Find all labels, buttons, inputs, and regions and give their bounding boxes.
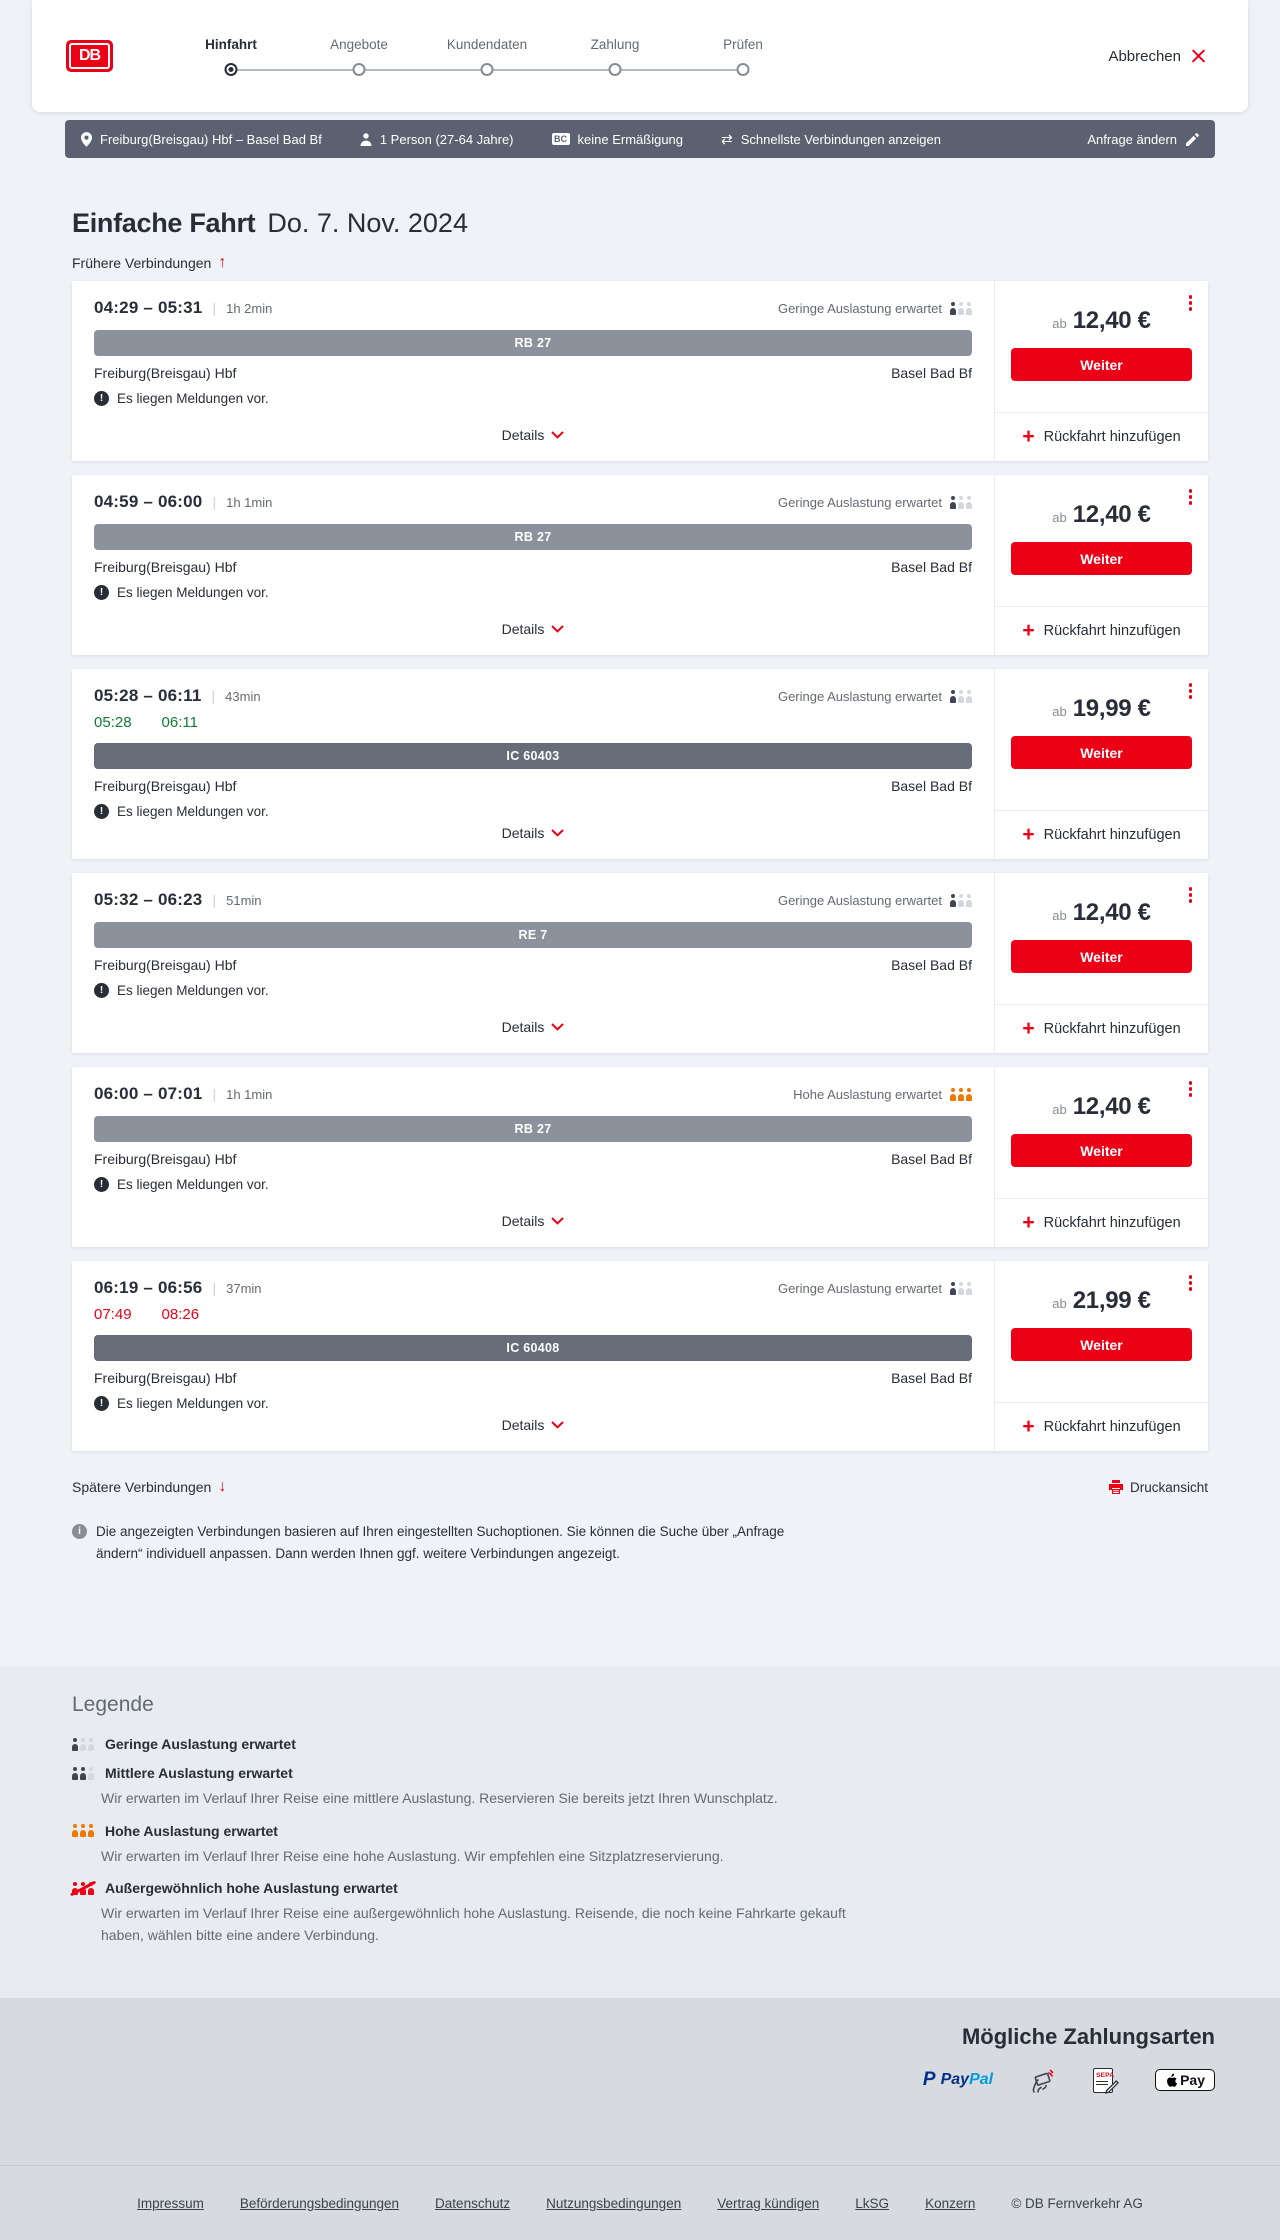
- add-return-button[interactable]: [1022, 1414, 1181, 1438]
- separator: |: [211, 688, 216, 704]
- legend-item-label: Hohe Auslastung erwartet: [105, 1822, 278, 1839]
- details-label: Details: [501, 621, 545, 637]
- train-label-bar: [94, 1116, 972, 1142]
- close-icon: [1191, 49, 1206, 64]
- credit-card-contactless-icon: [1029, 2066, 1057, 2094]
- title-date: Do. 7. Nov. 2024: [267, 208, 468, 238]
- price-row: [995, 899, 1208, 927]
- alert-icon: !: [94, 983, 109, 998]
- legend-item-label: Außergewöhnlich hohe Auslastung erwartet: [105, 1880, 398, 1897]
- occupancy-icon: [72, 1882, 94, 1895]
- origin-station: Freiburg(Breisgau) Hbf: [94, 365, 237, 381]
- price-row: [995, 695, 1208, 723]
- connection-notice: [94, 585, 972, 600]
- alert-icon: !: [94, 804, 109, 819]
- connection-main: [72, 1067, 994, 1247]
- edit-request-label: Anfrage ändern: [1087, 131, 1177, 147]
- price-row: [995, 307, 1208, 335]
- progress-step: [679, 37, 807, 76]
- step-label: Kundendaten: [446, 36, 528, 52]
- connection-card: [72, 669, 1208, 859]
- train-name: RE 7: [518, 928, 548, 942]
- connection-duration: 37min: [226, 1280, 262, 1296]
- connection-notice: [94, 391, 972, 406]
- footer-link[interactable]: Nutzungsbedingungen: [546, 2195, 682, 2211]
- chevron-down-icon: [551, 1217, 564, 1225]
- occupancy-icon: [72, 1824, 94, 1837]
- destination-station: Basel Bad Bf: [891, 1151, 972, 1167]
- alert-icon: !: [94, 1396, 109, 1411]
- legend-item: [72, 1736, 1208, 1752]
- connection-card: [72, 475, 1208, 655]
- more-options-button[interactable]: [1187, 681, 1195, 701]
- details-button[interactable]: [498, 1207, 569, 1235]
- train-label-bar: [94, 743, 972, 769]
- cancel-button[interactable]: [1108, 48, 1206, 65]
- notice-text: Es liegen Meldungen vor.: [117, 391, 269, 406]
- separator: |: [212, 494, 217, 510]
- pencil-icon: [1186, 133, 1199, 146]
- connection-notice: [94, 804, 972, 819]
- cancel-label: Abbrechen: [1108, 47, 1181, 65]
- earlier-label: Frühere Verbindungen: [72, 255, 212, 271]
- connection-card: [72, 1067, 1208, 1247]
- continue-button[interactable]: Weiter: [1011, 940, 1192, 973]
- origin-station: Freiburg(Breisgau) Hbf: [94, 1370, 237, 1386]
- connection-main: [72, 873, 994, 1053]
- paypal-icon: P P PayPal: [923, 2069, 993, 2091]
- connection-notice: [94, 983, 972, 998]
- price-row: [995, 1093, 1208, 1121]
- connection-notice: [94, 1177, 972, 1192]
- add-return-button[interactable]: [1022, 618, 1181, 642]
- add-return-button[interactable]: [1022, 1210, 1181, 1234]
- more-options-button[interactable]: [1187, 1273, 1195, 1293]
- train-label-bar: [94, 922, 972, 948]
- step-label: Zahlung: [590, 36, 640, 52]
- origin-station: Freiburg(Breisgau) Hbf: [94, 1151, 237, 1167]
- details-label: Details: [501, 825, 545, 841]
- add-return-button[interactable]: [1022, 822, 1181, 846]
- plus-icon: +: [1022, 1016, 1035, 1040]
- occupancy-icon: [950, 1282, 972, 1295]
- continue-button[interactable]: Weiter: [1011, 542, 1192, 575]
- occupancy-icon: [72, 1738, 94, 1751]
- occupancy-text: Geringe Auslastung erwartet: [777, 494, 942, 510]
- separator: |: [212, 1086, 217, 1102]
- step-dot-icon: [225, 63, 238, 76]
- print-view-label: Druckansicht: [1129, 1479, 1208, 1495]
- edit-request-button[interactable]: [1087, 132, 1199, 147]
- add-return-label: Rückfahrt hinzufügen: [1043, 1021, 1181, 1037]
- info-text: Die angezeigten Verbindungen basieren auf Ihren eingestellten Suchoptionen. Sie können die Suche über „Anfrage ändern“ individuell anpassen. Dann werden Ihnen ggf. weitere Verbindungen angezeigt.: [96, 1524, 785, 1561]
- connection-main: [72, 281, 994, 461]
- apple-pay-icon: Pay: [1155, 2069, 1215, 2091]
- printer-icon: [1109, 1480, 1123, 1494]
- continue-button[interactable]: Weiter: [1011, 736, 1192, 769]
- route-summary: [81, 132, 322, 147]
- plus-icon: +: [1022, 618, 1035, 642]
- footer-link[interactable]: Datenschutz: [435, 2195, 511, 2211]
- plus-icon: +: [1022, 822, 1035, 846]
- price-prefix: ab: [1052, 510, 1067, 525]
- price-value: 12,40 €: [1072, 307, 1151, 334]
- realtime-departure: 07:49: [94, 1306, 132, 1323]
- app-header: [32, 0, 1248, 112]
- db-logo-text: DB: [69, 43, 110, 69]
- connection-times: 06:00 – 07:01: [94, 1084, 203, 1103]
- footer-link[interactable]: Impressum: [137, 2195, 204, 2211]
- chevron-down-icon: [551, 1023, 564, 1031]
- price-value: 12,40 €: [1072, 1093, 1151, 1120]
- connection-offer-panel: [994, 1067, 1208, 1247]
- realtime-times: [94, 714, 972, 731]
- legend-item-label: Mittlere Auslastung erwartet: [105, 1765, 293, 1781]
- occupancy-text: Geringe Auslastung erwartet: [777, 892, 942, 908]
- more-options-button[interactable]: [1187, 1079, 1195, 1099]
- step-dot-icon: [353, 63, 366, 76]
- add-return-label: Rückfahrt hinzufügen: [1043, 429, 1181, 445]
- connection-main: [72, 475, 994, 655]
- step-label: Angebote: [330, 36, 388, 52]
- price-value: 19,99 €: [1072, 695, 1151, 722]
- location-pin-icon: [81, 132, 92, 147]
- connection-duration: 43min: [225, 688, 261, 704]
- legend-heading: Legende: [72, 1693, 154, 1716]
- details-button[interactable]: [498, 421, 569, 449]
- connection-main: [72, 669, 994, 859]
- connection-offer-panel: [994, 1261, 1208, 1451]
- sepa-icon: SEPA: [1093, 2067, 1119, 2094]
- realtime-departure: 05:28: [94, 714, 132, 731]
- price-row: [995, 501, 1208, 529]
- page-footer: [0, 2165, 1280, 2240]
- connection-offer-panel: [994, 281, 1208, 461]
- connection-times: 04:59 – 06:00: [94, 492, 203, 511]
- progress-steps: [167, 37, 807, 76]
- chevron-down-icon: [551, 829, 564, 837]
- arrow-up-icon: ↑: [218, 254, 227, 271]
- route-text: Freiburg(Breisgau) Hbf – Basel Bad Bf: [100, 131, 322, 147]
- footer-link[interactable]: Vertrag kündigen: [717, 2195, 820, 2211]
- notice-text: Es liegen Meldungen vor.: [117, 585, 269, 600]
- connection-times: 06:19 – 06:56: [94, 1278, 203, 1297]
- details-label: Details: [501, 427, 545, 443]
- legend-item-description: Wir erwarten im Verlauf Ihrer Reise eine hohe Auslastung. Wir empfehlen eine Sitzplatzreservierung.: [101, 1847, 724, 1864]
- title-text: Einfache Fahrt: [72, 208, 256, 238]
- alert-icon: !: [94, 585, 109, 600]
- chevron-down-icon: [551, 625, 564, 633]
- legend-section: [0, 1667, 1280, 1998]
- price-prefix: ab: [1052, 908, 1067, 923]
- connection-duration: 1h 1min: [226, 494, 273, 510]
- details-button[interactable]: [498, 615, 569, 643]
- destination-station: Basel Bad Bf: [891, 778, 972, 794]
- connection-duration: 1h 2min: [226, 300, 273, 316]
- train-name: RB 27: [514, 336, 552, 350]
- chevron-down-icon: [551, 431, 564, 439]
- occupancy-icon: [950, 1088, 972, 1101]
- more-options-button[interactable]: [1187, 487, 1195, 507]
- later-label: Spätere Verbindungen: [72, 1479, 212, 1495]
- notice-text: Es liegen Meldungen vor.: [117, 1177, 269, 1192]
- details-label: Details: [501, 1019, 545, 1035]
- price-prefix: ab: [1052, 316, 1067, 331]
- destination-station: Basel Bad Bf: [891, 1370, 972, 1386]
- discount-summary: [552, 132, 684, 147]
- print-view-button[interactable]: [1109, 1480, 1208, 1495]
- add-return-label: Rückfahrt hinzufügen: [1043, 827, 1181, 843]
- connection-times: 05:32 – 06:23: [94, 890, 203, 909]
- continue-button[interactable]: Weiter: [1011, 1134, 1192, 1167]
- realtime-times: [94, 1306, 972, 1323]
- add-return-label: Rückfahrt hinzufügen: [1043, 1215, 1181, 1231]
- footer-link[interactable]: LkSG: [855, 2195, 890, 2211]
- continue-button[interactable]: Weiter: [1011, 1328, 1192, 1361]
- legend-item: [72, 1765, 1208, 1810]
- details-button[interactable]: [498, 819, 569, 847]
- price-prefix: ab: [1052, 1102, 1067, 1117]
- payment-heading: Mögliche Zahlungsarten: [961, 2024, 1215, 2049]
- bahncard-icon: BC: [552, 133, 570, 145]
- db-logo[interactable]: [66, 40, 113, 72]
- occupancy-icon: [950, 690, 972, 703]
- train-label-bar: [94, 1335, 972, 1361]
- legend-item: [72, 1823, 1208, 1868]
- price-value: 12,40 €: [1072, 899, 1151, 926]
- results-section: [72, 208, 1208, 1564]
- arrow-down-icon: ↓: [218, 1478, 227, 1495]
- add-return-label: Rückfahrt hinzufügen: [1043, 623, 1181, 639]
- connection-card: [72, 281, 1208, 461]
- train-name: IC 60403: [506, 749, 560, 763]
- origin-station: Freiburg(Breisgau) Hbf: [94, 778, 237, 794]
- destination-station: Basel Bad Bf: [891, 559, 972, 575]
- destination-station: Basel Bad Bf: [891, 365, 972, 381]
- connection-times: 04:29 – 05:31: [94, 298, 203, 317]
- details-label: Details: [501, 1417, 545, 1433]
- passengers-summary: [360, 132, 514, 147]
- connection-duration: 1h 1min: [226, 1086, 273, 1102]
- earlier-connections-button[interactable]: [72, 255, 226, 271]
- step-dot-icon: [481, 63, 494, 76]
- payment-section: [0, 1998, 1280, 2165]
- plus-icon: +: [1022, 1414, 1035, 1438]
- discount-text: keine Ermäßigung: [577, 131, 684, 147]
- notice-text: Es liegen Meldungen vor.: [117, 804, 269, 819]
- chevron-down-icon: [551, 1421, 564, 1429]
- occupancy-icon: [950, 302, 972, 315]
- train-name: RB 27: [514, 530, 552, 544]
- legend-item: [72, 1880, 1208, 1946]
- connection-offer-panel: [994, 669, 1208, 859]
- step-label: Prüfen: [723, 36, 763, 52]
- separator: |: [212, 892, 217, 908]
- price-row: [995, 1287, 1208, 1315]
- alert-icon: !: [94, 1177, 109, 1192]
- occupancy-icon: [950, 496, 972, 509]
- realtime-arrival: 08:26: [161, 1306, 200, 1323]
- connection-times: 05:28 – 06:11: [94, 686, 202, 705]
- price-value: 21,99 €: [1072, 1287, 1151, 1314]
- origin-station: Freiburg(Breisgau) Hbf: [94, 957, 237, 973]
- payment-methods: [65, 2066, 1215, 2094]
- step-dot-icon: [609, 63, 622, 76]
- legend-item-description: Wir erwarten im Verlauf Ihrer Reise eine außergewöhnlich hohe Auslastung. Reisende, die noch keine Fahrkarte gekauft haben, wählen bitte eine andere Verbindung.: [101, 1905, 846, 1944]
- add-return-button[interactable]: [1022, 424, 1181, 448]
- continue-button[interactable]: Weiter: [1011, 348, 1192, 381]
- separator: |: [212, 1280, 217, 1296]
- footer-copyright: © DB Fernverkehr AG: [1011, 2195, 1143, 2211]
- price-prefix: ab: [1052, 704, 1067, 719]
- results-info-note: [72, 1521, 832, 1564]
- connection-list: [72, 281, 1208, 1451]
- details-button[interactable]: [498, 1411, 569, 1439]
- add-return-label: Rückfahrt hinzufügen: [1043, 1419, 1181, 1435]
- connection-offer-panel: [994, 475, 1208, 655]
- occupancy-text: Geringe Auslastung erwartet: [777, 688, 942, 704]
- add-return-button[interactable]: [1022, 1016, 1181, 1040]
- train-label-bar: [94, 330, 972, 356]
- query-summary-bar: [65, 120, 1215, 158]
- connection-card: [72, 1261, 1208, 1451]
- details-label: Details: [501, 1213, 545, 1229]
- plus-icon: +: [1022, 424, 1035, 448]
- connection-card: [72, 873, 1208, 1053]
- price-prefix: ab: [1052, 1296, 1067, 1311]
- step-dot-icon: [737, 63, 750, 76]
- legend-item-label: Geringe Auslastung erwartet: [105, 1736, 296, 1752]
- swap-arrows-icon: ⇄: [721, 131, 733, 147]
- connection-offer-panel: [994, 873, 1208, 1053]
- realtime-arrival: 06:11: [161, 714, 198, 731]
- occupancy-icon: [950, 894, 972, 907]
- notice-text: Es liegen Meldungen vor.: [117, 1396, 269, 1411]
- connection-main: [72, 1261, 994, 1451]
- price-value: 12,40 €: [1072, 501, 1151, 528]
- fastest-connections-toggle[interactable]: [721, 132, 941, 147]
- footer-link[interactable]: Beförderungsbedingungen: [239, 2195, 400, 2211]
- info-icon: i: [72, 1524, 87, 1539]
- fastest-text: Schnellste Verbindungen anzeigen: [740, 131, 941, 147]
- train-name: IC 60408: [506, 1341, 560, 1355]
- occupancy-text: Geringe Auslastung erwartet: [777, 300, 942, 316]
- details-button[interactable]: [498, 1013, 569, 1041]
- person-icon: [360, 133, 372, 146]
- footer-link[interactable]: Konzern: [925, 2195, 976, 2211]
- occupancy-text: Geringe Auslastung erwartet: [777, 1280, 942, 1296]
- occupancy-icon: [72, 1767, 94, 1780]
- passengers-text: 1 Person (27-64 Jahre): [379, 131, 514, 147]
- step-label: Hinfahrt: [205, 36, 257, 52]
- origin-station: Freiburg(Breisgau) Hbf: [94, 559, 237, 575]
- train-label-bar: [94, 524, 972, 550]
- connection-duration: 51min: [226, 892, 262, 908]
- legend-item-description: Wir erwarten im Verlauf Ihrer Reise eine mittlere Auslastung. Reservieren Sie bereits jetzt Ihren Wunschplatz.: [101, 1790, 778, 1806]
- separator: |: [212, 300, 217, 316]
- destination-station: Basel Bad Bf: [891, 957, 972, 973]
- page-title: [72, 208, 1208, 239]
- plus-icon: +: [1022, 1210, 1035, 1234]
- alert-icon: !: [94, 391, 109, 406]
- occupancy-text: Hohe Auslastung erwartet: [793, 1086, 942, 1102]
- more-options-button[interactable]: [1187, 293, 1195, 313]
- connection-notice: [94, 1396, 972, 1411]
- more-options-button[interactable]: [1187, 885, 1195, 905]
- later-connections-button[interactable]: [72, 1479, 226, 1495]
- train-name: RB 27: [514, 1122, 552, 1136]
- notice-text: Es liegen Meldungen vor.: [117, 983, 269, 998]
